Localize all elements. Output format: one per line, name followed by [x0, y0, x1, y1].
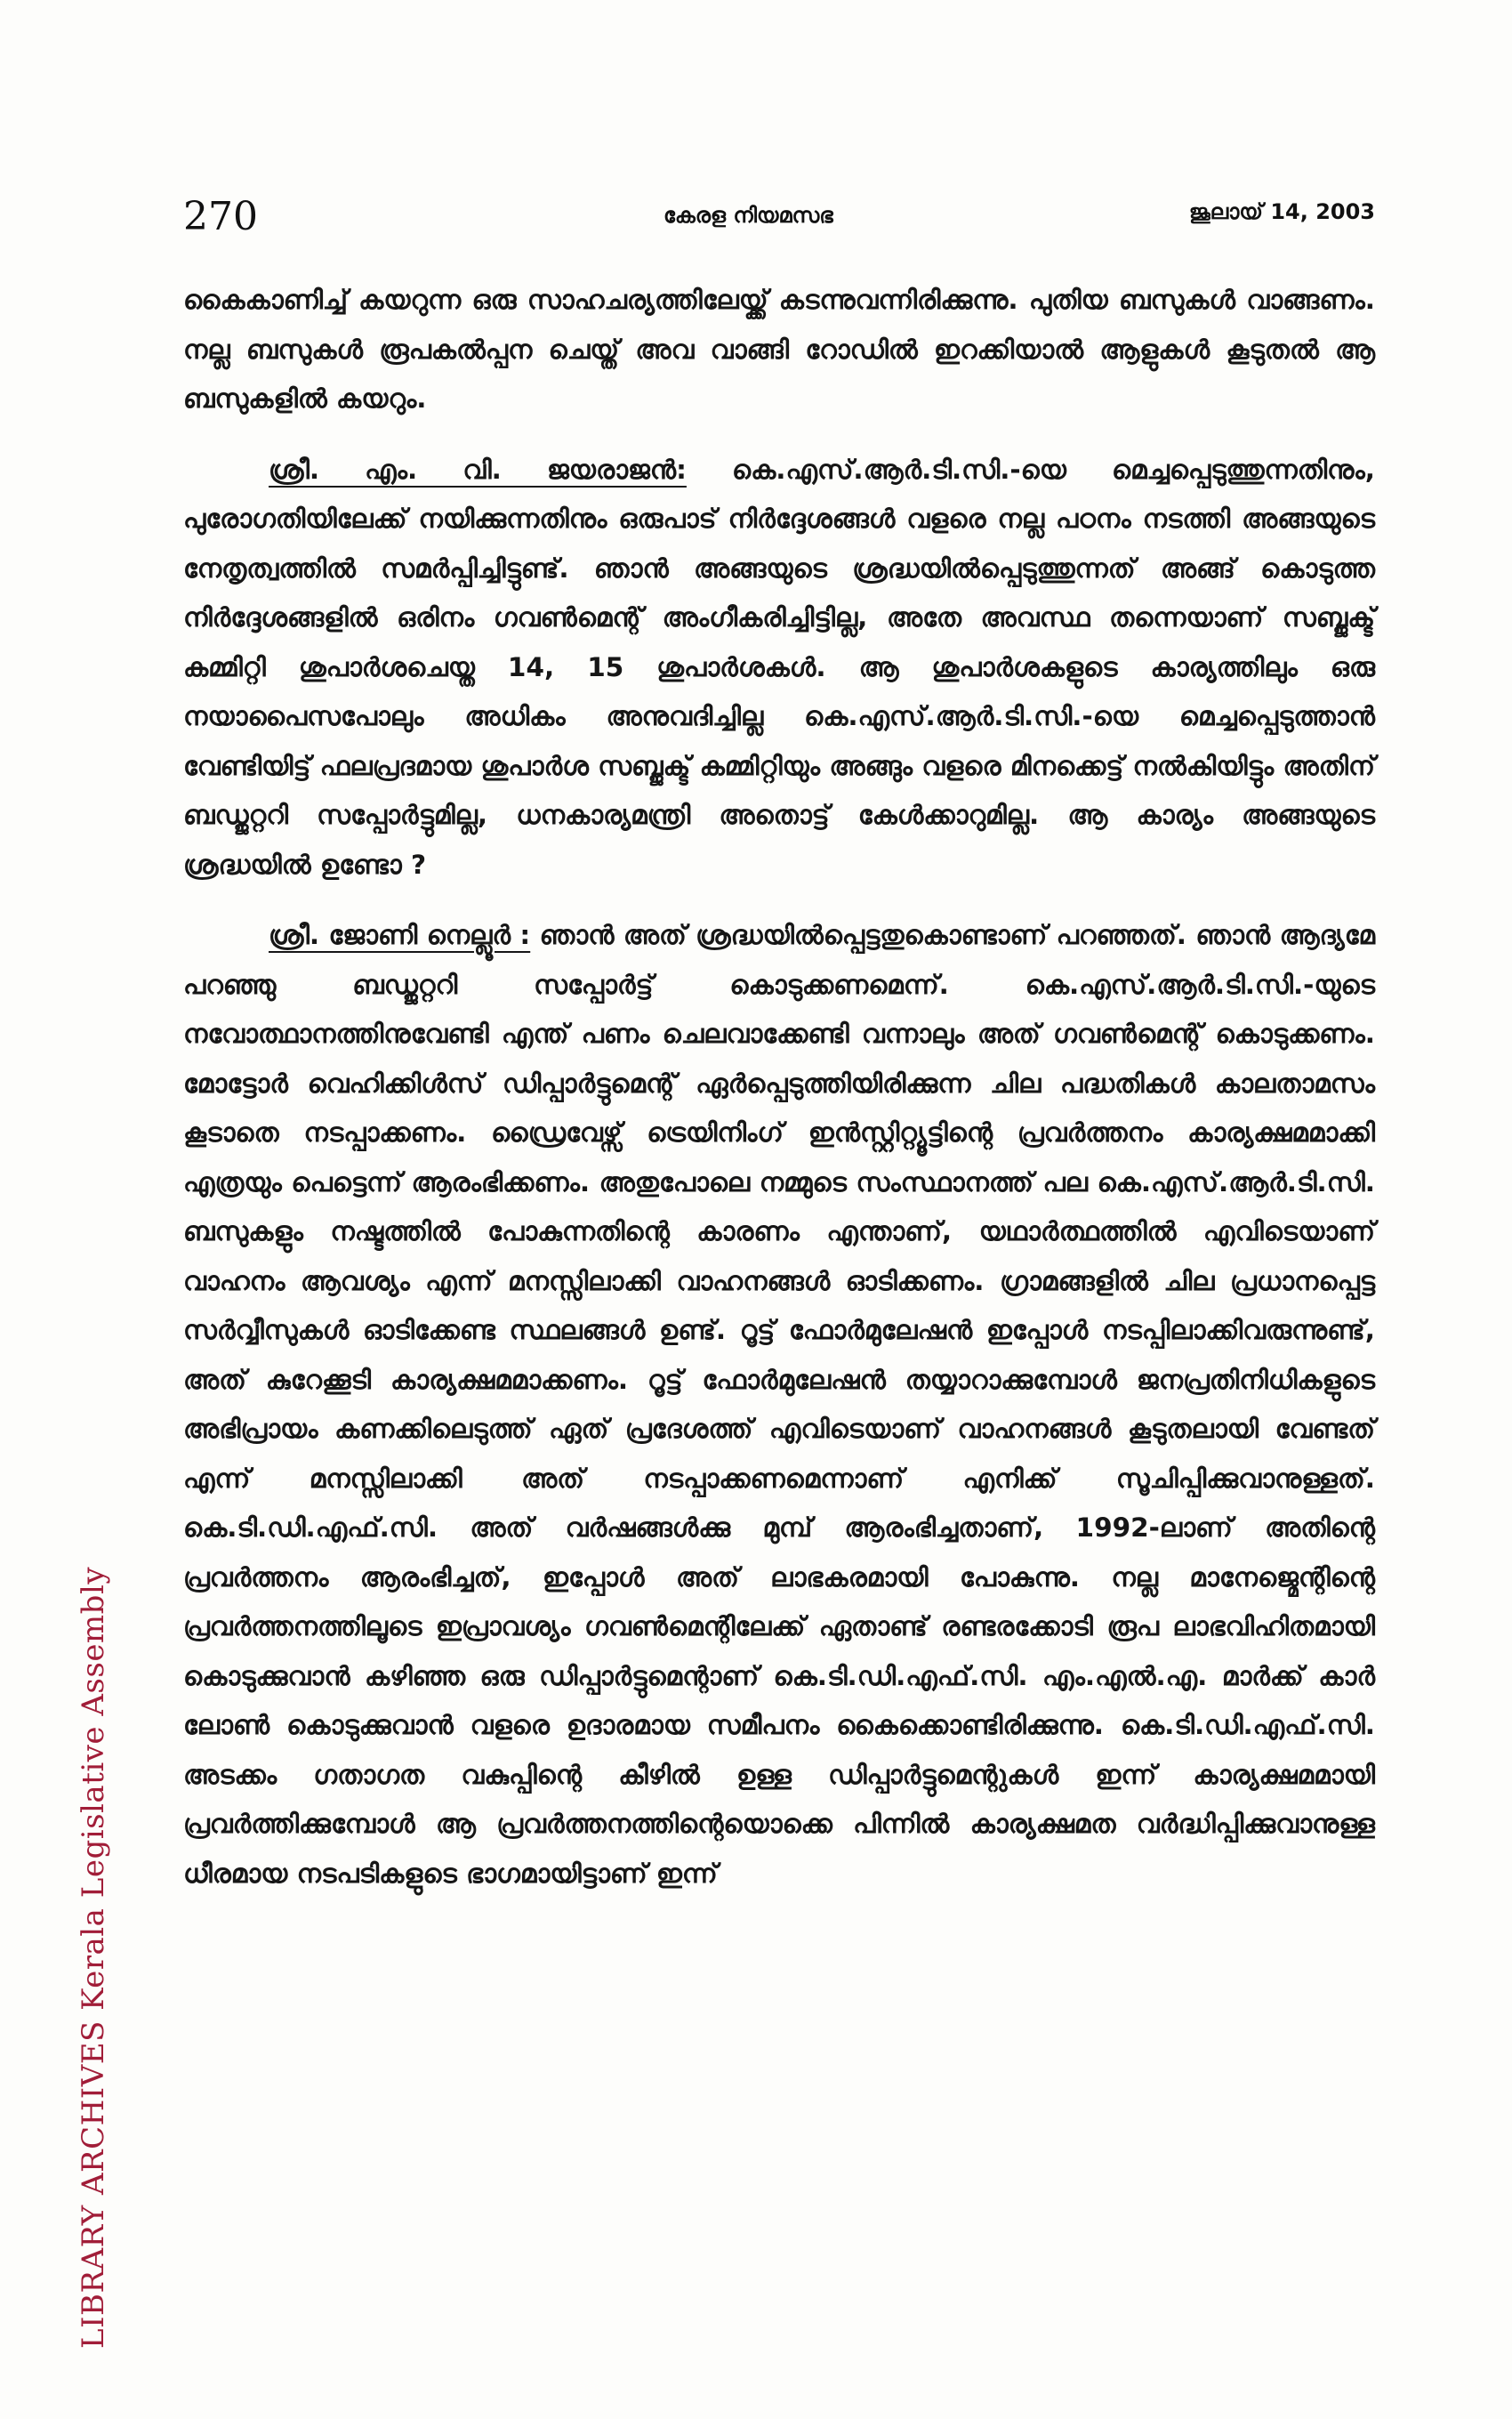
paragraph [183, 911, 1375, 1899]
paragraph [183, 446, 1375, 891]
page-header [183, 187, 1375, 249]
running-title: കേരള നിയമസഭ [664, 203, 833, 228]
speaker-name: ശ്രീ. എം. വി. ജയരാജൻ: [269, 454, 687, 485]
paragraph-text: കൈകാണിച്ച് കയറുന്ന ഒരു സാഹചര്യത്തിലേയ്ക്ക് കടന്നുവന്നിരിക്കുന്നു. പുതിയ ബസുകൾ വാങ്ങണം. നല്ല ബസുകൾ രൂപകൽപ്പന ചെയ്ത് അവ വാങ്ങി റോഡിൽ ഇറക്കിയാൽ ആളുകൾ കൂടുതൽ ആ ബസുകളിൽ കയറും. [183, 285, 1375, 414]
paragraph [183, 276, 1375, 424]
paragraph-text: കെ.എസ്.ആർ.ടി.സി.-യെ മെച്ചപ്പെടുത്തുന്നതിനും, പുരോഗതിയിലേക്ക് നയിക്കുന്നതിനും ഒരുപാട് നിർദ്ദേശങ്ങൾ വളരെ നല്ല പഠനം നടത്തി അങ്ങയുടെ നേതൃത്വത്തിൽ സമർപ്പിച്ചിട്ടുണ്ട്. ഞാൻ അങ്ങയുടെ ശ്രദ്ധയിൽപ്പെടുത്തുന്നത് അങ്ങ് കൊടുത്ത നിർദ്ദേശങ്ങളിൽ ഒരിനം ഗവൺമെന്റ് അംഗീകരിച്ചിട്ടില്ല, അതേ അവസ്ഥ തന്നെയാണ് സബ്ജക്ട് കമ്മിറ്റി ശുപാർശചെയ്ത 14, 15 ശുപാർശകൾ. ആ ശുപാർശകളുടെ കാര്യത്തിലും ഒരു നയാപൈസപോലും അധികം അനുവദിച്ചില്ല കെ.എസ്.ആർ.ടി.സി.-യെ മെച്ചപ്പെടുത്താൻ വേണ്ടിയിട്ട് ഫലപ്രദമായ ശുപാർശ സബ്ജക്ട് കമ്മിറ്റിയും അങ്ങും വളരെ മിനക്കെട്ട് നൽകിയിട്ടും അതിന് ബഡ്ജറ്ററി സപ്പോർട്ടുമില്ല, ധനകാര്യമന്ത്രി അതൊട്ട് കേൾക്കാറുമില്ല. ആ കാര്യം അങ്ങയുടെ ശ്രദ്ധയിൽ ഉണ്ടോ ? [183, 454, 1375, 880]
header-date: ജൂലായ് 14, 2003 [1188, 199, 1375, 224]
body-text [183, 276, 1375, 1920]
page-number: 270 [183, 194, 258, 239]
paragraph-text: ഞാൻ അത് ശ്രദ്ധയിൽപ്പെട്ടതുകൊണ്ടാണ് പറഞ്ഞത്. ഞാൻ ആദ്യമേ പറഞ്ഞു ബഡ്ജറ്ററി സപ്പോർട്ട് കൊടുക്കണമെന്ന്. കെ.എസ്.ആർ.ടി.സി.-യുടെ നവോത്ഥാനത്തിനുവേണ്ടി എന്ത് പണം ചെലവാക്കേണ്ടി വന്നാലും അത് ഗവൺമെന്റ് കൊടുക്കണം. മോട്ടോർ വെഹിക്കിൾസ് ഡിപ്പാർട്ടുമെന്റ് ഏർപ്പെടുത്തിയിരിക്കുന്ന ചില പദ്ധതികൾ കാലതാമസം കൂടാതെ നടപ്പാക്കണം. ഡ്രൈവേഴ്സ് ട്രെയിനിംഗ് ഇൻസ്റ്റിറ്റ്യൂട്ടിന്റെ പ്രവർത്തനം കാര്യക്ഷമമാക്കി എത്രയും പെട്ടെന്ന് ആരംഭിക്കണം. അതുപോലെ നമ്മുടെ സംസ്ഥാനത്ത് പല കെ.എസ്.ആർ.ടി.സി. ബസുകളും നഷ്ടത്തിൽ പോകുന്നതിന്റെ കാരണം എന്താണ്, യഥാർത്ഥത്തിൽ എവിടെയാണ് വാഹനം ആവശ്യം എന്ന് മനസ്സിലാക്കി വാഹനങ്ങൾ ഓടിക്കണം. ഗ്രാമങ്ങളിൽ ചില പ്രധാനപ്പെട്ട സർവ്വീസുകൾ ഓടിക്കേണ്ട സ്ഥലങ്ങൾ ഉണ്ട്. റൂട്ട് ഫോർമുലേഷൻ ഇപ്പോൾ നടപ്പിലാക്കിവരുന്നുണ്ട്, അത് കുറേക്കൂടി കാര്യക്ഷമമാക്കണം. റൂട്ട് ഫോർമുലേഷൻ തയ്യാറാക്കുമ്പോൾ ജനപ്രതിനിധികളുടെ അഭിപ്രായം കണക്കിലെടുത്ത് ഏത് പ്രദേശത്ത് എവിടെയാണ് വാഹനങ്ങൾ കൂടുതലായി വേണ്ടത് എന്ന് മനസ്സിലാക്കി അത് നടപ്പാക്കണമെന്നാണ് എനിക്ക് സൂചിപ്പിക്കുവാനുള്ളത്. കെ.ടി.ഡി.എഫ്.സി. അത് വർഷങ്ങൾക്കു മുമ്പ് ആരംഭിച്ചതാണ്, 1992-ലാണ് അതിന്റെ പ്രവർത്തനം ആരംഭിച്ചത്, ഇപ്പോൾ അത് ലാഭകരമായി പോകുന്നു. നല്ല മാനേജ്മെന്റിന്റെ പ്രവർത്തനത്തിലൂടെ ഇപ്രാവശ്യം ഗവൺമെന്റിലേക്ക് ഏതാണ്ട് രണ്ടരക്കോടി രൂപ ലാഭവിഹിതമായി കൊടുക്കുവാൻ കഴിഞ്ഞ ഒരു ഡിപ്പാർട്ടുമെന്റാണ് കെ.ടി.ഡി.എഫ്.സി. എം.എൽ.എ. മാർക്ക് കാർ ലോൺ കൊടുക്കുവാൻ വളരെ ഉദാരമായ സമീപനം കൈക്കൊണ്ടിരിക്കുന്നു. കെ.ടി.ഡി.എഫ്.സി. അടക്കം ഗതാഗത വകുപ്പിന്റെ കീഴിൽ ഉള്ള ഡിപ്പാർട്ടുമെന്റുകൾ ഇന്ന് കാര്യക്ഷമമായി പ്രവർത്തിക്കുമ്പോൾ ആ പ്രവർത്തനത്തിന്റെയൊക്കെ പിന്നിൽ കാര്യക്ഷമത വർദ്ധിപ്പിക്കുവാനുള്ള ധീരമായ നടപടികളുടെ ഭാഗമായിട്ടാണ് ഇന്ന് [183, 920, 1375, 1889]
speaker-name: ശ്രീ. ജോണി നെല്ലൂർ : [269, 920, 531, 950]
archive-watermark: LIBRARY ARCHIVES Kerala Legislative Assembly [76, 1566, 111, 2349]
